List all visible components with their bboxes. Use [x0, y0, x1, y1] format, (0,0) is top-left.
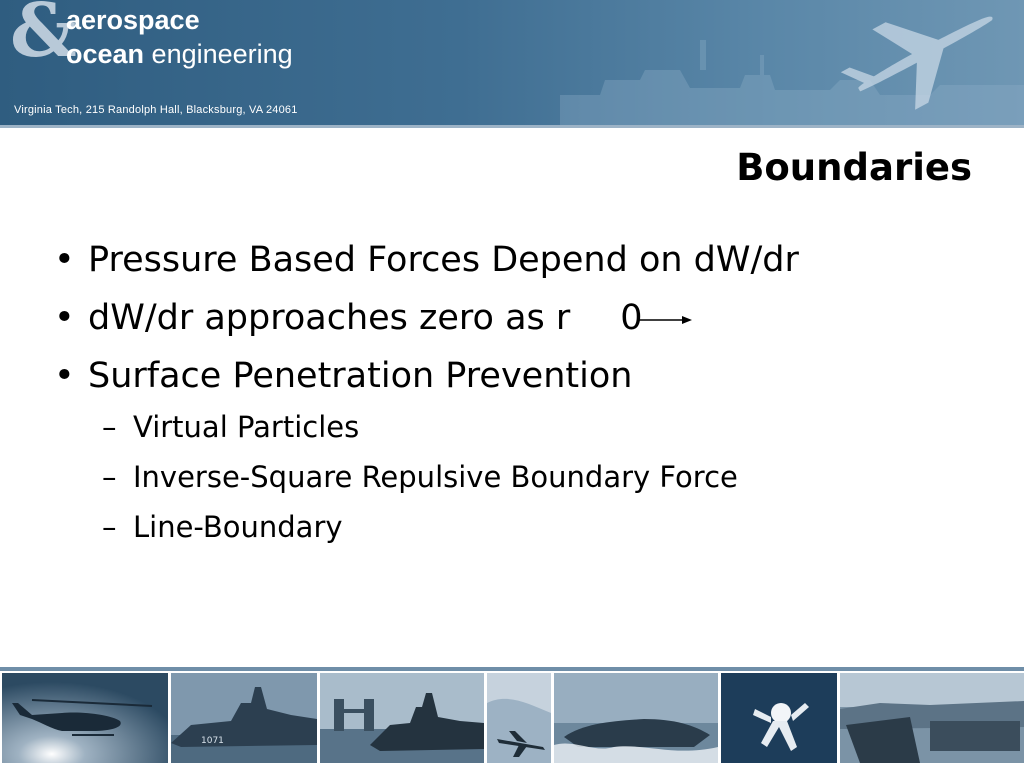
subbullet-item [102, 460, 738, 494]
address-text: Virginia Tech, 215 Randolph Hall, Blacksburg, VA 24061 [14, 104, 298, 116]
bullet-text: Pressure Based Forces Depend on dW/dr [88, 240, 799, 280]
bullet-item [54, 240, 799, 280]
tower-bridge-ship-photo [320, 673, 484, 763]
astronaut-photo [721, 673, 837, 763]
bullet-text-zero: 0 [620, 298, 643, 338]
svg-text:1071: 1071 [201, 736, 224, 746]
header-banner [0, 0, 1024, 125]
subbullet-text: Line-Boundary [133, 510, 343, 544]
banner-divider [0, 125, 1024, 128]
subbullet-marker: – [102, 410, 117, 444]
right-arrow-icon [636, 310, 696, 330]
subbullet-marker: – [102, 460, 117, 494]
subbullet-item [102, 410, 359, 444]
bullet-text: Surface Penetration Prevention [88, 356, 633, 396]
bullet-item [54, 298, 643, 338]
bullet-item [54, 356, 632, 396]
photo-strip [0, 673, 1024, 765]
jet-photo [487, 673, 551, 763]
subbullet-item [102, 510, 343, 544]
logo-word-ocean: ocean [66, 39, 145, 69]
logo-word-ocean-engineering [66, 41, 293, 68]
subbullet-marker: – [102, 510, 117, 544]
bullet-marker: • [54, 298, 75, 338]
bullet-marker: • [54, 240, 75, 280]
warship-photo [171, 673, 317, 763]
hovercraft-photo [554, 673, 718, 763]
slide-title: Boundaries [736, 146, 972, 189]
logo-word-engineering: engineering [144, 39, 293, 69]
photo-strip-divider [0, 667, 1024, 671]
helicopter-photo [2, 673, 168, 763]
bullet-marker: • [54, 356, 75, 396]
bullet-text: dW/dr approaches zero as r [88, 298, 571, 338]
subbullet-text: Virtual Particles [133, 410, 360, 444]
landing-craft-photo [840, 673, 1024, 763]
logo-word-aerospace: aerospace [66, 5, 200, 35]
logo-ampersand: & [10, 0, 77, 74]
subbullet-text: Inverse-Square Repulsive Boundary Force [133, 460, 738, 494]
